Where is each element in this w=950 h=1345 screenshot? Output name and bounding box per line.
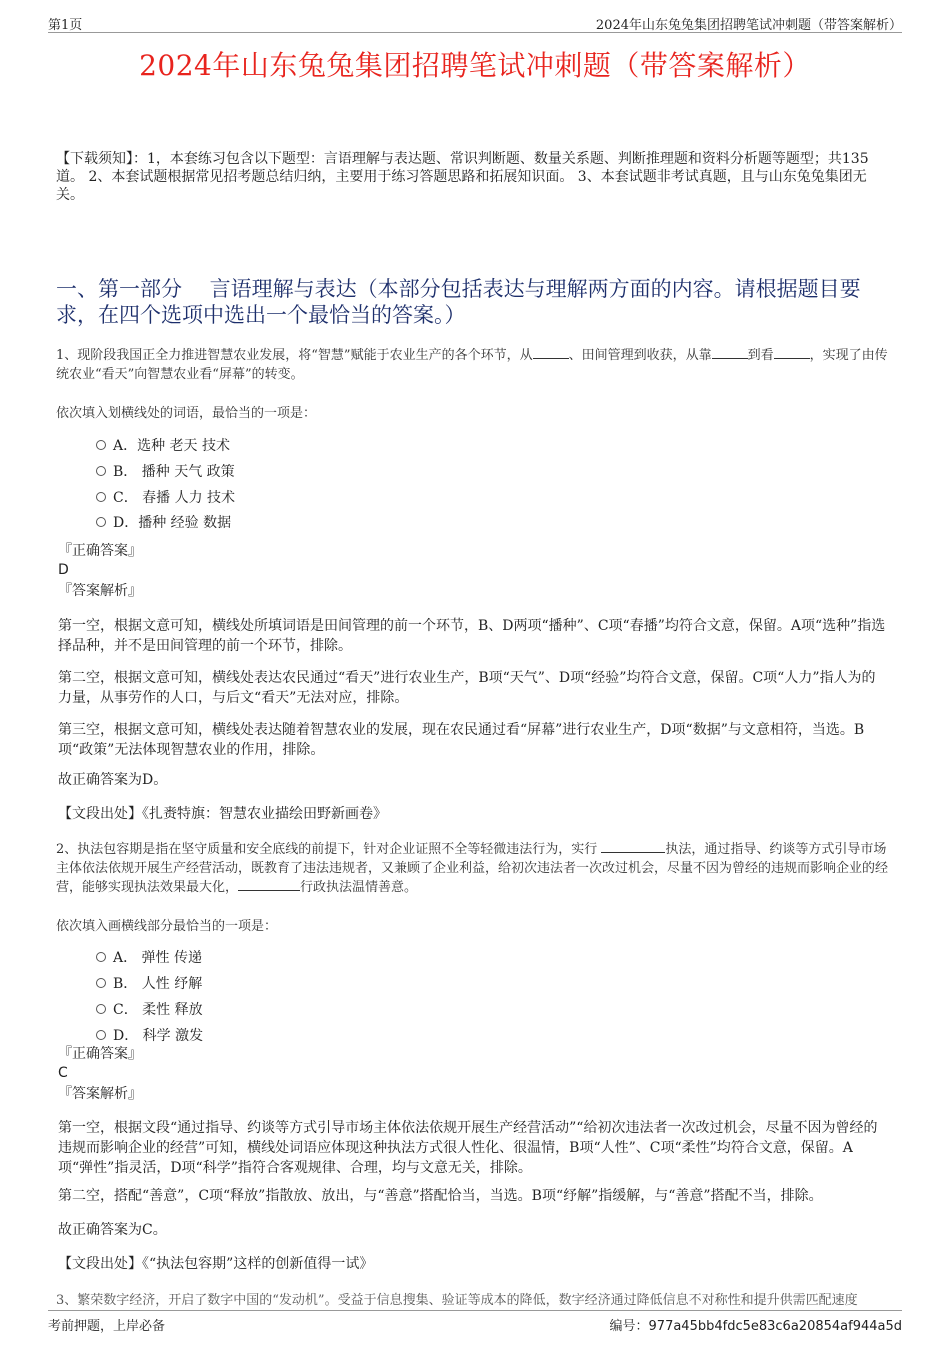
q2-option-c[interactable]: C． 柔性 释放 — [96, 1000, 203, 1020]
footer-slogan: 考前押题，上岸必备 — [48, 1319, 166, 1334]
page-footer — [48, 1310, 902, 1333]
q1-conclusion: 故正确答案为D。 — [58, 772, 168, 788]
blank-2 — [712, 346, 748, 359]
radio-icon[interactable] — [96, 440, 106, 450]
q1-analysis-1: 第一空，根据文意可知，横线处所填词语是田间管理的前一个环节，B、D两项“播种”、C项“春播”均符合文意，保留。A项“选种”指选择品种，并不是田间管理的前一个环节，排除。 — [58, 618, 886, 654]
q1-answer: D — [58, 562, 69, 578]
radio-icon[interactable] — [96, 466, 106, 476]
blank-2 — [238, 878, 300, 891]
question-2: 2、执法包容期是指在坚守质量和安全底线的前提下，针对企业证照不全等轻微违法行为，实行 执法，通过指导、约谈等方式引导市场主体依法依规开展生产经营活动，既教育了违法违规者，又兼顾了企业利益，给初次违法者一次改过机会，尽量不因为曾经的违规而影响企业的经营，能够实现执法效果最大化， 行政执法温情善意。 — [56, 842, 889, 895]
q1-answer-label: 『正确答案』 — [58, 543, 142, 559]
blank-1 — [601, 840, 665, 853]
blank-3 — [774, 346, 810, 359]
document-code: 编号：977a45bb4fdc5e83c6a20854af944a5d — [609, 1319, 902, 1334]
q2-option-d[interactable]: D． 科学 激发 — [96, 1026, 203, 1046]
page-header — [48, 10, 902, 33]
document-title: 2024年山东兔兔集团招聘笔试冲刺题（带答案解析） — [139, 49, 811, 82]
blank-1 — [533, 346, 569, 359]
download-notice: 【下载须知】：1，本套练习包含以下题型：言语理解与表达题、常识判断题、数量关系题、判断推理题和资料分析题等题型；共135道。 2、本套试题根据常见招考题总结归纳，主要用于练习答题思路和拓展知识面。 3、本套试题非考试真题，且与山东兔兔集团无关。 — [56, 151, 869, 203]
radio-icon[interactable] — [96, 978, 106, 988]
q2-conclusion: 故正确答案为C。 — [58, 1222, 167, 1238]
radio-icon[interactable] — [96, 1030, 106, 1040]
question-1: 1、现阶段我国正全力推进智慧农业发展，将“智慧”赋能于农业生产的各个环节，从 、田间管理到收获，从靠 到看 ，实现了由传统农业“看天”向智慧农业看“屏幕”的转变。 — [56, 348, 888, 382]
section-heading: 一、第一部分 言语理解与表达（本部分包括表达与理解两方面的内容。请根据题目要求，在四个选项中选出一个最恰当的答案。） — [56, 277, 861, 327]
q2-source: 【文段出处】《“执法包容期”这样的创新值得一试》 — [58, 1256, 374, 1272]
q2-option-a[interactable]: A． 弹性 传递 — [96, 948, 202, 968]
radio-icon[interactable] — [96, 1004, 106, 1014]
q1-option-d[interactable]: D．播种 经验 数据 — [96, 513, 231, 533]
q1-source: 【文段出处】《扎赉特旗：智慧农业描绘田野新画卷》 — [58, 806, 387, 822]
radio-icon[interactable] — [96, 517, 106, 527]
q2-option-b[interactable]: B． 人性 纾解 — [96, 974, 202, 994]
header-doc-title: 2024年山东兔兔集团招聘笔试冲刺题（带答案解析） — [595, 18, 902, 33]
radio-icon[interactable] — [96, 952, 106, 962]
q2-analysis-2: 第二空，搭配“善意”，C项“释放”指散放、放出，与“善意”搭配恰当，当选。B项“纾解”指缓解，与“善意”搭配不当，排除。 — [58, 1188, 823, 1204]
q2-answer: C — [58, 1065, 68, 1081]
q2-analysis-label: 『答案解析』 — [58, 1086, 142, 1102]
q2-analysis-1: 第一空，根据文段“通过指导、约谈等方式引导市场主体依法依规开展生产经营活动”“给初次违法者一次改过机会，尽量不因为曾经的违规而影响企业的经营”可知，横线处词语应体现这种执法方式很人性化、很温情，B项“人性”、C项“柔性”均符合文意，保留。A项“弹性”指灵活，D项“科学”指符合客观规律、合理，均与文意无关，排除。 — [58, 1120, 878, 1176]
page-number: 第1页 — [48, 18, 83, 33]
q1-option-c[interactable]: C． 春播 人力 技术 — [96, 488, 235, 508]
question-3-partial: 3、繁荣数字经济，开启了数字中国的“发动机”。受益于信息搜集、验证等成本的降低，数字经济通过降低信息不对称性和提升供需匹配速度 — [56, 1293, 858, 1308]
question-1-instruction: 依次填入划横线处的词语，最恰当的一项是： — [56, 406, 317, 421]
q1-option-a[interactable]: A．选种 老天 技术 — [96, 436, 230, 456]
question-2-instruction: 依次填入画横线部分最恰当的一项是： — [56, 919, 278, 934]
radio-icon[interactable] — [96, 492, 106, 502]
q1-analysis-3: 第三空，根据文意可知，横线处表达随着智慧农业的发展，现在农民通过看“屏幕”进行农业生产，D项“数据”与文意相符，当选。B项“政策”无法体现智慧农业的作用，排除。 — [58, 722, 865, 758]
q1-analysis-2: 第二空，根据文意可知，横线处表达农民通过“看天”进行农业生产，B项“天气”、D项“经验”均符合文意，保留。C项“人力”指人为的力量，从事劳作的人口，与后文“看天”无法对应，排除。 — [58, 670, 876, 706]
q1-analysis-label: 『答案解析』 — [58, 583, 142, 599]
q1-option-b[interactable]: B． 播种 天气 政策 — [96, 462, 235, 482]
q2-answer-label: 『正确答案』 — [58, 1046, 142, 1062]
